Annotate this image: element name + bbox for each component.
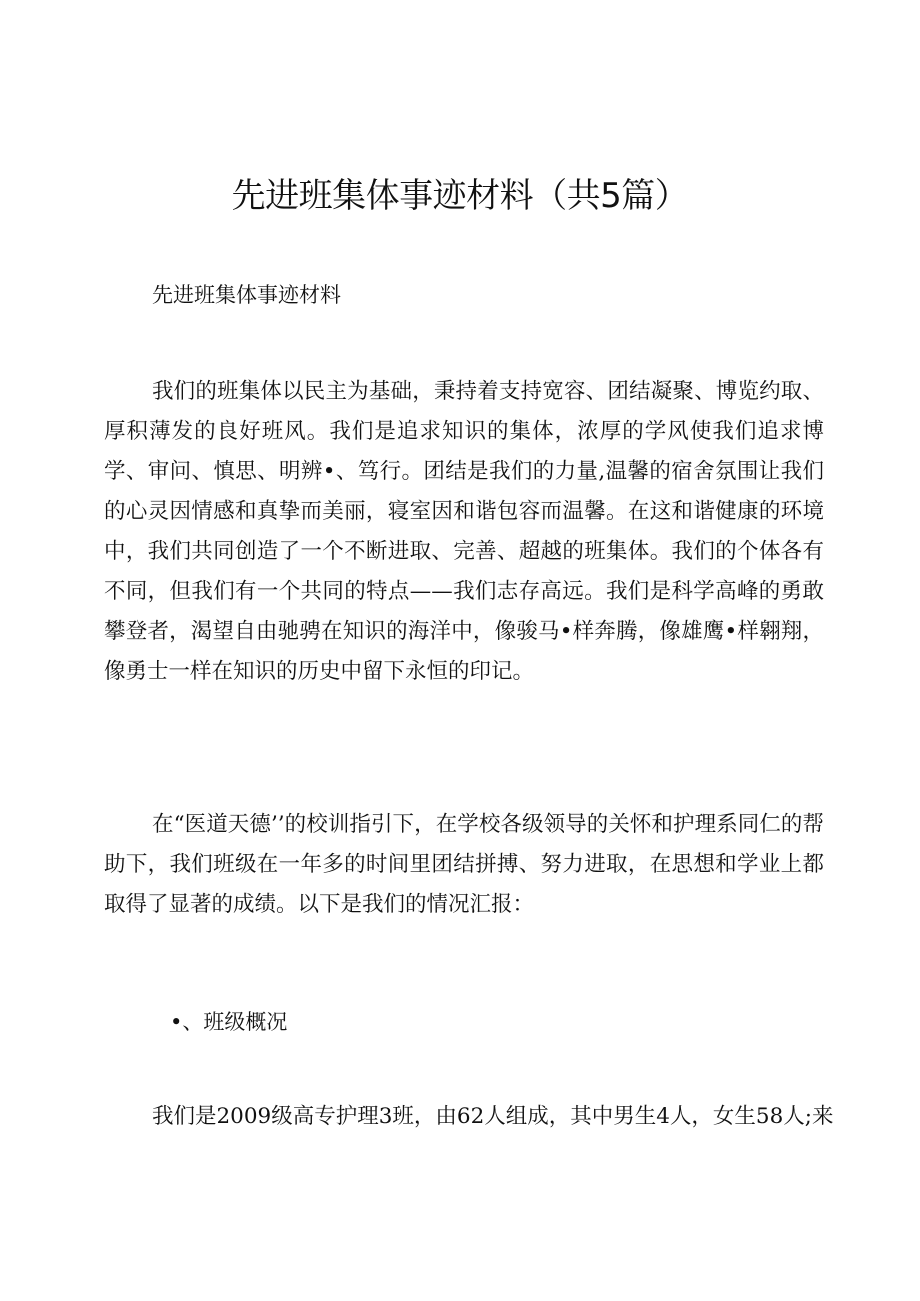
paragraph-class-intro: 我们的班集体以民主为基础，秉持着支持宽容、团结凝聚、博览约取、厚积薄发的良好班风。我们是追求知识的集体，浓厚的学风使我们追求博学、审问、慎思、明辨•、笃行。团结是我们的力量,温馨的宿舍氛围让我们的心灵因情感和真挚而美丽，寝室因和谐包容而温馨。在这和谐健康的环境中，我们共同创造了一个不断进取、完善、超越的班集体。我们的个体各有不同，但我们有一个共同的特点——我们志存高远。我们是科学高峰的勇敢攀登者，渴望自由驰骋在知识的海洋中，像骏马•样奔腾，像雄鹰•样翱翔，像勇士一样在知识的历史中留下永恒的印记。 (104, 379, 824, 684)
paragraph-school-motto: 在“医道天德’’的校训指引下，在学校各级领导的关怀和护理系同仁的帮助下，我们班级在一年多的时间里团结拼搏、努力进取，在思想和学业上都取得了显著的成绩。以下是我们的情况汇报： (104, 812, 824, 917)
document-subtitle: 先进班集体事迹材料 (152, 283, 341, 307)
paragraph-class-composition: 我们是2009级高专护理3班，由62人组成，其中男生4人，女生58人;来 (152, 1104, 834, 1129)
document-title: 先进班集体事迹材料（共5篇） (231, 176, 689, 216)
section-heading-class-overview: •、班级概况 (170, 1010, 288, 1034)
